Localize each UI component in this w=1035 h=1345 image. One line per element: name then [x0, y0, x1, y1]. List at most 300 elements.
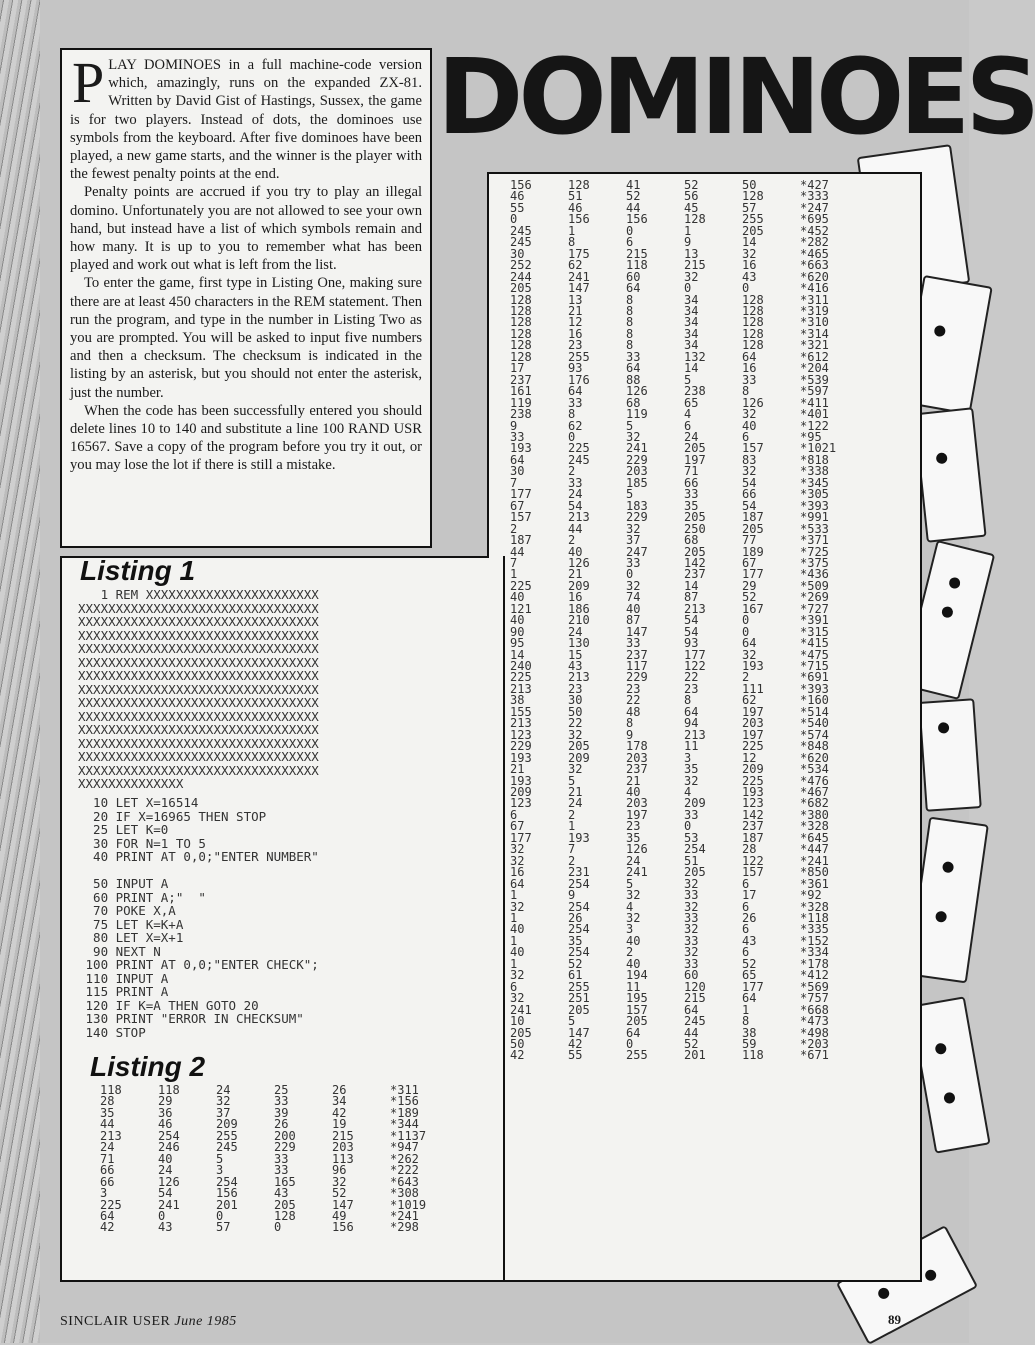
byte-cell: 77 [742, 533, 757, 548]
byte-cell: 229 [274, 1140, 296, 1155]
byte-cell: 24 [100, 1140, 115, 1155]
checksum-cell: *160 [800, 693, 829, 708]
page-number: 89 [888, 1312, 901, 1327]
checksum-cell: *380 [800, 807, 829, 822]
byte-cell: 55 [568, 1048, 583, 1063]
code-line [78, 864, 319, 878]
byte-cell: 54 [568, 498, 583, 513]
byte-cell: 203 [626, 750, 648, 765]
byte-cell: 126 [568, 555, 590, 570]
checksum-cell: *203 [800, 1036, 829, 1051]
byte-cell: 33 [568, 475, 583, 490]
byte-cell: 40 [510, 945, 525, 960]
byte-cell: 118 [626, 258, 648, 273]
byte-cell: 250 [684, 521, 706, 536]
byte-cell: 213 [510, 716, 532, 731]
byte-cell: 128 [742, 315, 764, 330]
byte-cell: 93 [684, 636, 699, 651]
byte-cell: 60 [626, 269, 641, 284]
byte-cell: 14 [684, 361, 699, 376]
byte-cell: 26 [332, 1083, 347, 1097]
byte-cell: 254 [568, 922, 590, 937]
code-line: 60 PRINT A;" " [78, 889, 206, 905]
byte-cell: 23 [626, 681, 641, 696]
checksum-cell: *473 [800, 1014, 829, 1029]
byte-cell: 225 [742, 773, 764, 788]
byte-cell: 126 [742, 395, 764, 410]
byte-cell: 21 [568, 785, 583, 800]
byte-cell: 225 [510, 670, 532, 685]
byte-cell: 3 [100, 1186, 108, 1201]
byte-cell: 7 [568, 842, 576, 857]
byte-cell: 46 [158, 1117, 173, 1132]
checksum-cell: *416 [800, 281, 829, 296]
byte-cell: 245 [568, 452, 590, 467]
byte-cell: 8 [626, 315, 634, 330]
byte-cell: 255 [626, 1048, 648, 1063]
byte-cell: 177 [742, 979, 764, 994]
domino-pip [936, 452, 948, 464]
byte-cell: 68 [684, 533, 699, 548]
checksum-cell: *663 [800, 258, 829, 273]
byte-cell: 201 [684, 1048, 706, 1063]
byte-cell: 22 [684, 670, 699, 685]
byte-cell: 0 [742, 281, 750, 296]
byte-cell: 40 [158, 1151, 173, 1166]
checksum-cell: *569 [800, 979, 829, 994]
byte-cell: 54 [158, 1186, 173, 1201]
byte-cell: 40 [510, 590, 525, 605]
byte-cell: 0 [684, 281, 692, 296]
byte-cell: 205 [626, 1014, 648, 1029]
byte-cell: 32 [626, 429, 641, 444]
byte-cell: 213 [568, 670, 590, 685]
checksum-cell: *321 [800, 338, 829, 353]
byte-cell: 32 [510, 968, 525, 983]
checksum-cell: *447 [800, 842, 829, 857]
checksum-cell: *334 [800, 945, 829, 960]
checksum-cell: *189 [390, 1105, 419, 1120]
checksum-cell: *947 [390, 1140, 419, 1155]
checksum-cell: *991 [800, 510, 829, 525]
byte-cell: 237 [684, 567, 706, 582]
code-line: 80 LET X=X+1 [78, 930, 184, 945]
byte-cell: 156 [216, 1186, 238, 1201]
byte-cell: 241 [626, 441, 648, 456]
byte-cell: 1 [510, 933, 518, 948]
byte-cell: 54 [684, 624, 699, 639]
byte-cell: 33 [626, 349, 641, 364]
byte-cell: 6 [684, 418, 692, 433]
byte-cell: 9 [510, 418, 518, 433]
checksum-cell: *311 [800, 292, 829, 307]
byte-cell: 64 [626, 361, 641, 376]
byte-cell: 87 [626, 613, 641, 628]
byte-cell: 44 [568, 521, 583, 536]
byte-cell: 33 [684, 487, 699, 502]
byte-cell: 95 [510, 636, 525, 651]
byte-cell: 51 [684, 853, 699, 868]
byte-cell: 126 [626, 842, 648, 857]
checksum-cell: *319 [800, 303, 829, 318]
byte-cell: 205 [684, 510, 706, 525]
byte-cell: 225 [510, 578, 532, 593]
byte-cell: 1 [568, 223, 576, 238]
checksum-cell: *691 [800, 670, 829, 685]
byte-cell: 14 [684, 578, 699, 593]
byte-cell: 128 [568, 178, 590, 192]
byte-cell: 147 [568, 1025, 590, 1040]
checksum-cell: *436 [800, 567, 829, 582]
code-line: 120 IF K=A THEN GOTO 20 [78, 997, 259, 1013]
byte-cell: 34 [332, 1094, 347, 1109]
drop-cap: P [72, 50, 105, 115]
byte-cell: 64 [742, 636, 757, 651]
byte-cell: 213 [684, 727, 706, 742]
byte-cell: 34 [684, 292, 699, 307]
byte-cell: 209 [742, 762, 764, 777]
code-line: 20 IF X=16965 THEN STOP [78, 808, 267, 824]
byte-cell: 7 [510, 555, 518, 570]
byte-cell: 60 [684, 968, 699, 983]
byte-cell: 13 [568, 292, 583, 307]
byte-cell: 8 [626, 716, 634, 731]
byte-cell: 32 [568, 727, 583, 742]
byte-cell: 52 [626, 189, 641, 204]
byte-cell: 3 [216, 1163, 224, 1178]
byte-cell: 43 [274, 1186, 289, 1201]
byte-cell: 30 [510, 246, 525, 261]
byte-cell: 59 [742, 1036, 757, 1051]
checksum-cell: *391 [800, 613, 829, 628]
byte-cell: 6 [510, 979, 518, 994]
byte-cell: 54 [742, 475, 757, 490]
byte-cell: 64 [626, 281, 641, 296]
byte-cell: 237 [510, 372, 532, 387]
byte-cell: 32 [626, 911, 641, 925]
intro-text [70, 50, 422, 475]
intro-panel [60, 48, 432, 548]
byte-cell: 44 [100, 1117, 115, 1132]
byte-cell: 2 [568, 533, 576, 548]
code-line: XXXXXXXXXXXXXXXXXXXXXXXXXXXXXXXX [78, 762, 319, 778]
byte-cell: 90 [510, 624, 525, 639]
checksum-cell: *574 [800, 727, 829, 742]
byte-cell: 67 [742, 555, 757, 570]
domino-pip [923, 1268, 938, 1283]
code-line: 25 LET K=0 [78, 822, 169, 837]
code-line: 110 INPUT A [78, 970, 169, 986]
byte-cell: 33 [274, 1163, 289, 1178]
byte-cell: 157 [742, 441, 764, 456]
byte-cell: 237 [626, 762, 648, 777]
byte-cell: 12 [742, 750, 757, 765]
byte-cell: 45 [684, 200, 699, 215]
byte-cell: 24 [568, 487, 583, 502]
byte-cell: 29 [158, 1094, 173, 1109]
footer-credit [60, 1314, 237, 1330]
byte-cell: 16 [568, 590, 583, 605]
byte-cell: 37 [626, 533, 641, 548]
checksum-cell: *534 [800, 762, 829, 777]
code-line: 50 INPUT A [78, 876, 169, 891]
listing1-heading: Listing 1 [80, 555, 196, 586]
byte-cell: 6 [742, 429, 750, 444]
byte-cell: 65 [684, 395, 699, 410]
listing2-table-bottom [100, 1085, 460, 1234]
byte-cell: 37 [216, 1105, 231, 1120]
checksum-cell: *452 [800, 223, 829, 238]
byte-cell: 35 [626, 830, 641, 845]
byte-cell: 238 [684, 384, 706, 399]
code-line: XXXXXXXXXXXXXXXXXXXXXXXXXXXXXXXX [78, 735, 319, 751]
byte-cell: 32 [742, 647, 757, 662]
byte-cell: 120 [684, 979, 706, 994]
byte-cell: 3 [626, 922, 634, 937]
byte-cell: 64 [510, 876, 525, 891]
byte-cell: 33 [510, 429, 525, 444]
byte-cell: 66 [100, 1174, 115, 1189]
byte-cell: 205 [568, 739, 590, 754]
byte-cell: 176 [568, 372, 590, 387]
byte-cell: 32 [742, 407, 757, 422]
byte-cell: 255 [568, 979, 590, 994]
byte-cell: 6 [626, 235, 634, 250]
code-line: 100 PRINT AT 0,0;"ENTER CHECK"; [78, 957, 319, 972]
code-line: XXXXXXXXXXXXXXXXXXXXXXXXXXXXXXXX [78, 654, 319, 670]
byte-cell: 157 [742, 865, 764, 880]
code-line: 30 FOR N=1 TO 5 [78, 835, 206, 851]
domino-pip [933, 325, 946, 338]
byte-cell: 205 [510, 1025, 532, 1040]
checksum-cell: *540 [800, 716, 829, 731]
byte-cell: 13 [684, 246, 699, 261]
byte-cell: 156 [510, 178, 532, 192]
byte-cell: 9 [568, 888, 576, 903]
byte-cell: 43 [568, 659, 583, 674]
byte-cell: 15 [568, 647, 583, 662]
byte-cell: 245 [216, 1140, 238, 1155]
code-line: XXXXXXXXXXXXXXXXXXXXXXXXXXXXXXXX [78, 749, 319, 764]
checksum-cell: *118 [800, 911, 829, 925]
checksum-cell: *727 [800, 601, 829, 616]
byte-cell: 215 [332, 1128, 354, 1143]
checksum-cell: *1019 [390, 1197, 427, 1212]
byte-cell: 23 [626, 819, 641, 834]
byte-cell: 32 [568, 762, 583, 777]
byte-cell: 33 [274, 1151, 289, 1166]
byte-cell: 40 [510, 922, 525, 937]
byte-cell: 2 [568, 853, 576, 868]
byte-cell: 42 [568, 1036, 583, 1051]
byte-cell: 252 [510, 258, 532, 273]
byte-cell: 64 [100, 1208, 115, 1223]
byte-cell: 12 [568, 315, 583, 330]
byte-cell: 64 [568, 384, 583, 399]
byte-cell: 117 [626, 659, 648, 674]
byte-cell: 126 [626, 384, 648, 399]
listing2-heading: Listing 2 [90, 1051, 206, 1082]
byte-cell: 0 [274, 1220, 282, 1235]
domino-pip [876, 1286, 891, 1301]
byte-cell: 33 [742, 372, 757, 387]
byte-cell: 203 [332, 1140, 354, 1155]
byte-cell: 209 [568, 578, 590, 593]
byte-cell: 255 [568, 349, 590, 364]
domino-pip [935, 910, 947, 922]
checksum-cell: *308 [390, 1186, 419, 1201]
byte-cell: 40 [626, 601, 641, 616]
listing-row [100, 1222, 460, 1233]
byte-cell: 32 [742, 246, 757, 261]
byte-cell: 237 [742, 819, 764, 834]
checksum-cell: *375 [800, 555, 829, 570]
byte-cell: 52 [568, 956, 583, 971]
byte-cell: 209 [684, 796, 706, 811]
byte-cell: 52 [332, 1186, 347, 1201]
byte-cell: 40 [626, 956, 641, 971]
checksum-cell: *314 [800, 326, 829, 341]
listing2-table-right [510, 180, 870, 1062]
checksum-cell: *848 [800, 739, 829, 754]
byte-cell: 11 [626, 979, 641, 994]
byte-cell: 16 [742, 258, 757, 273]
byte-cell: 2 [742, 670, 750, 685]
checksum-cell: *95 [800, 429, 822, 444]
byte-cell: 0 [216, 1208, 224, 1223]
checksum-cell: *850 [800, 865, 829, 880]
byte-cell: 52 [742, 956, 757, 971]
checksum-cell: *757 [800, 991, 829, 1006]
byte-cell: 0 [568, 429, 576, 444]
byte-cell: 155 [510, 704, 532, 719]
byte-cell: 42 [332, 1105, 347, 1120]
byte-cell: 2 [568, 807, 576, 822]
checksum-cell: *222 [390, 1163, 419, 1178]
byte-cell: 32 [216, 1094, 231, 1109]
byte-cell: 14 [510, 647, 525, 662]
byte-cell: 24 [216, 1083, 231, 1097]
checksum-cell: *122 [800, 418, 829, 433]
checksum-cell: *310 [800, 315, 829, 330]
checksum-cell: *282 [800, 235, 829, 250]
byte-cell: 0 [684, 819, 692, 834]
byte-cell: 167 [742, 601, 764, 616]
code-line: XXXXXXXXXXXXXXXXXXXXXXXXXXXXXXXX [78, 681, 319, 697]
byte-cell: 32 [684, 945, 699, 960]
checksum-cell: *695 [800, 212, 829, 227]
byte-cell: 122 [684, 659, 706, 674]
byte-cell: 32 [332, 1174, 347, 1189]
byte-cell: 32 [684, 269, 699, 284]
byte-cell: 53 [684, 830, 699, 845]
byte-cell: 187 [742, 830, 764, 845]
checksum-cell: *335 [800, 922, 829, 937]
byte-cell: 94 [684, 716, 699, 731]
byte-cell: 23 [568, 338, 583, 353]
byte-cell: 34 [684, 338, 699, 353]
checksum-cell: *241 [390, 1208, 419, 1223]
byte-cell: 128 [742, 326, 764, 341]
code-line: XXXXXXXXXXXXXX [78, 776, 184, 791]
byte-cell: 17 [742, 888, 757, 903]
byte-cell: 6 [742, 945, 750, 960]
checksum-cell: *539 [800, 372, 829, 387]
byte-cell: 64 [684, 1002, 699, 1017]
byte-cell: 205 [684, 441, 706, 456]
byte-cell: 245 [684, 1014, 706, 1029]
byte-cell: 1 [568, 819, 576, 834]
byte-cell: 157 [510, 510, 532, 525]
byte-cell: 32 [510, 842, 525, 857]
checksum-cell: *682 [800, 796, 829, 811]
byte-cell: 9 [684, 235, 692, 250]
checksum-cell: *467 [800, 785, 829, 800]
byte-cell: 209 [568, 750, 590, 765]
byte-cell: 2 [626, 945, 634, 960]
checksum-cell: *344 [390, 1117, 419, 1132]
byte-cell: 229 [510, 739, 532, 754]
byte-cell: 205 [510, 281, 532, 296]
code-line: XXXXXXXXXXXXXXXXXXXXXXXXXXXXXXXX [78, 614, 319, 629]
checksum-cell: *1021 [800, 441, 837, 456]
code-line: XXXXXXXXXXXXXXXXXXXXXXXXXXXXXXXX [78, 641, 319, 656]
byte-cell: 165 [274, 1174, 296, 1189]
byte-cell: 26 [568, 911, 583, 925]
byte-cell: 8 [626, 292, 634, 307]
byte-cell: 38 [742, 1025, 757, 1040]
byte-cell: 21 [568, 303, 583, 318]
byte-cell: 32 [742, 464, 757, 479]
byte-cell: 193 [510, 441, 532, 456]
byte-cell: 32 [510, 991, 525, 1006]
byte-cell: 2 [510, 521, 518, 536]
byte-cell: 55 [510, 200, 525, 215]
byte-cell: 23 [684, 681, 699, 696]
byte-cell: 128 [742, 189, 764, 204]
byte-cell: 32 [684, 876, 699, 891]
byte-cell: 121 [510, 601, 532, 616]
byte-cell: 4 [626, 899, 634, 914]
checksum-cell: *597 [800, 384, 829, 399]
checksum-cell: *269 [800, 590, 829, 605]
code-line: 130 PRINT "ERROR IN CHECKSUM" [78, 1011, 304, 1026]
byte-cell: 201 [216, 1197, 238, 1212]
byte-cell: 0 [510, 212, 518, 227]
byte-cell: 197 [742, 727, 764, 742]
byte-cell: 197 [626, 807, 648, 822]
byte-cell: 71 [100, 1151, 115, 1166]
byte-cell: 193 [568, 830, 590, 845]
checksum-cell: *498 [800, 1025, 829, 1040]
checksum-cell: *204 [800, 361, 829, 376]
checksum-cell: *533 [800, 521, 829, 536]
byte-cell: 25 [274, 1083, 289, 1097]
checksum-cell: *818 [800, 452, 829, 467]
intro-paragraph: PLAY DOMINOES in a full machine-code version which, amazingly, runs on the expanded ZX-81. Written by David Gist of Hastings, Sussex, the game is for two players. Instead of dots, the dominoes use symbols from the keyboard. After five dominoes have been played, a new game starts, and the winner is the player with the fewest penalty points at the end. [70, 50, 422, 183]
byte-cell: 57 [742, 200, 757, 215]
byte-cell: 175 [568, 246, 590, 261]
byte-cell: 32 [626, 521, 641, 536]
previous-page-edge [0, 0, 40, 1343]
byte-cell: 44 [626, 200, 641, 215]
byte-cell: 0 [626, 223, 634, 238]
checksum-cell: *715 [800, 659, 829, 674]
byte-cell: 9 [626, 727, 634, 742]
byte-cell: 8 [626, 326, 634, 341]
checksum-cell: *412 [800, 968, 829, 983]
byte-cell: 203 [626, 796, 648, 811]
